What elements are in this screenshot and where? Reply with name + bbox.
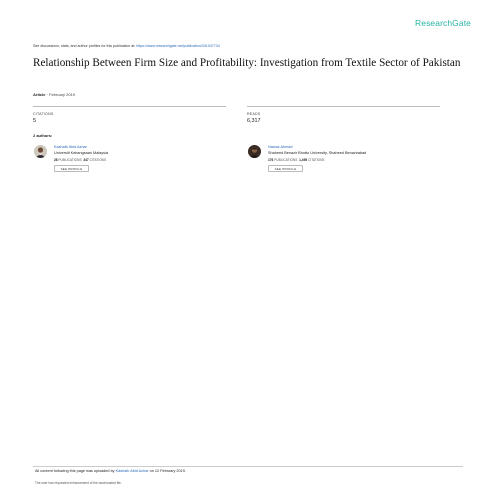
upload-notice (35, 469, 186, 473)
publications-label: PUBLICATIONS (57, 158, 82, 162)
publication-title: Relationship Between Firm Size and Profitability: Investigation from Textile Sector of Pakistan (33, 57, 461, 69)
author-card (34, 145, 234, 185)
citations-count: 5 (33, 118, 36, 124)
author-card (248, 145, 463, 185)
publications-label: PUBLICATIONS (273, 158, 298, 162)
publication-type: Article (33, 92, 46, 97)
footer-divider (33, 466, 463, 467)
author-name[interactable]: Nawaz Ahmad (268, 145, 293, 149)
author-institution: Universiti Kebangsaan Malaysia (54, 151, 109, 155)
reads-count: 6,317 (247, 118, 261, 124)
upload-notice-suffix: on 12 February 2019. (148, 469, 186, 473)
uploader-link[interactable]: Kashaib Abid Azhar (115, 469, 149, 473)
discussion-notice-text: See discussions, stats, and author profiles for this publication at: (33, 44, 137, 48)
meta-separator: · (45, 92, 50, 97)
reads-divider (247, 106, 440, 107)
avatar[interactable] (34, 145, 47, 158)
see-profile-button[interactable]: SEE PROFILE (268, 165, 303, 172)
author-photo-icon (248, 145, 261, 158)
upload-notice-prefix: All content following this page was uploaded by (35, 469, 116, 473)
enhancement-notice: The user has requested enhancement of the downloaded file. (35, 481, 122, 485)
citations-label: CITATIONS (33, 112, 54, 116)
author-stats (268, 158, 325, 162)
author-name[interactable]: Kashaib Abid Azhar (54, 145, 87, 149)
author-citations-count: 347 (83, 158, 89, 162)
publications-count: 28 (54, 158, 58, 162)
author-citations-count: 1,495 (299, 158, 308, 162)
author-citations-label: CITATIONS (307, 158, 325, 162)
researchgate-logo[interactable]: ResearchGate (415, 18, 472, 28)
author-stats (54, 158, 106, 162)
publication-link[interactable]: https://www.researchgate.net/publication/331047734 (136, 44, 220, 48)
author-photo-icon (34, 145, 47, 158)
publication-date: February 2019 (49, 92, 76, 97)
authors-heading: 2 authors: (33, 133, 53, 138)
discussion-notice (33, 44, 220, 48)
see-profile-button[interactable]: SEE PROFILE (54, 165, 89, 172)
citations-divider (33, 106, 226, 107)
avatar[interactable] (248, 145, 261, 158)
publications-count: 176 (268, 158, 274, 162)
reads-label: READS (247, 112, 261, 116)
author-institution: Shaheed Benazir Bhutto University, Shaheed Benazirabad (268, 151, 367, 155)
publication-meta (33, 92, 75, 97)
author-citations-label: CITATIONS (88, 158, 107, 162)
